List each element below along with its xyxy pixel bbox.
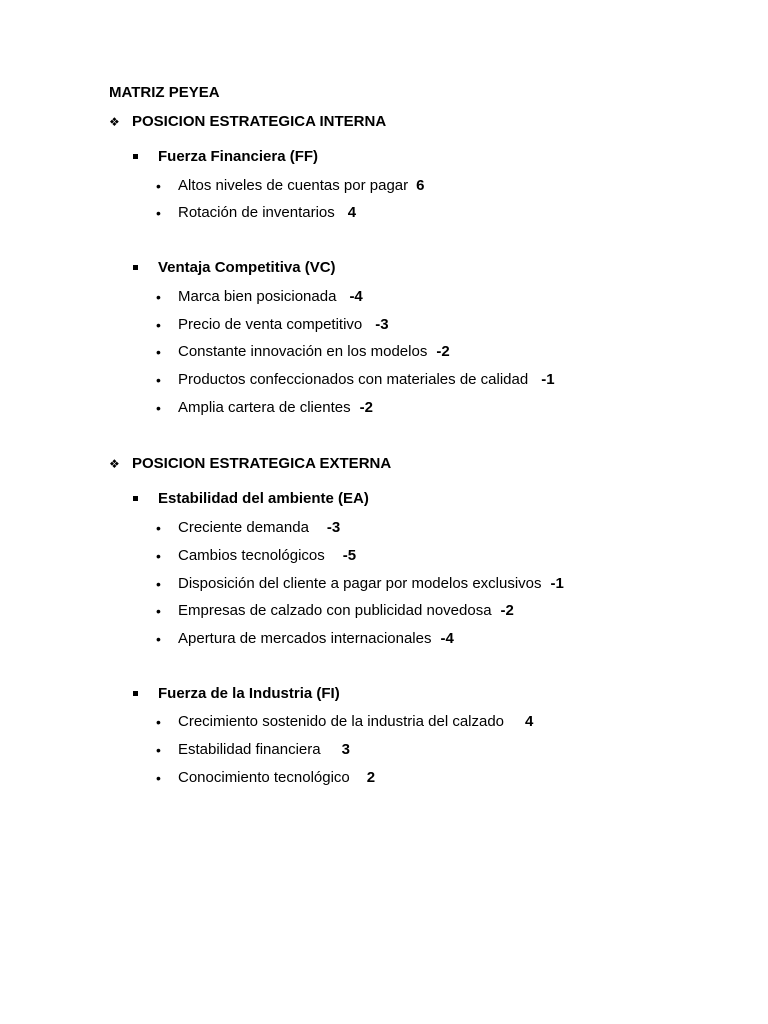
group-label: Fuerza de la Industria (FI) bbox=[158, 685, 340, 702]
item-score: -5 bbox=[342, 547, 357, 564]
item-text: Marca bien posicionada bbox=[178, 288, 337, 305]
item-text: Constante innovación en los modelos bbox=[178, 343, 428, 360]
item-score: 4 bbox=[347, 204, 357, 221]
bullet-icon: • bbox=[156, 343, 161, 360]
list-item bbox=[156, 547, 356, 564]
group-heading-ff bbox=[131, 148, 318, 165]
section-heading-externa bbox=[109, 455, 391, 472]
list-item bbox=[156, 204, 356, 221]
item-text: Conocimiento tecnológico bbox=[178, 769, 350, 786]
item-text: Productos confeccionados con materiales de calidad bbox=[178, 371, 529, 388]
bullet-icon: • bbox=[156, 547, 161, 564]
list-item bbox=[156, 602, 514, 619]
list-item bbox=[156, 399, 373, 416]
square-bullet-icon bbox=[133, 496, 138, 501]
item-text: Apertura de mercados internacionales bbox=[178, 630, 432, 647]
square-bullet-icon bbox=[133, 154, 138, 159]
item-score: -4 bbox=[349, 288, 363, 305]
list-item bbox=[156, 371, 555, 388]
list-item bbox=[156, 741, 350, 758]
item-text: Disposición del cliente a pagar por modelos exclusivos bbox=[178, 575, 542, 592]
group-heading-ea bbox=[131, 490, 369, 507]
list-item bbox=[156, 575, 564, 592]
list-item bbox=[156, 519, 340, 536]
item-text: Estabilidad financiera bbox=[178, 741, 321, 758]
group-label: Ventaja Competitiva (VC) bbox=[158, 259, 336, 276]
list-item bbox=[156, 177, 425, 194]
bullet-icon: • bbox=[156, 769, 161, 786]
page-title: MATRIZ PEYEA bbox=[109, 84, 220, 101]
square-bullet-icon bbox=[133, 691, 138, 696]
group-heading-vc bbox=[131, 259, 336, 276]
item-text: Amplia cartera de clientes bbox=[178, 399, 351, 416]
item-score: -2 bbox=[500, 602, 514, 619]
item-score: -2 bbox=[436, 343, 450, 360]
list-item bbox=[156, 288, 363, 305]
item-text: Cambios tecnológicos bbox=[178, 547, 325, 564]
section-label: POSICION ESTRATEGICA EXTERNA bbox=[132, 455, 392, 472]
item-score: -2 bbox=[359, 399, 373, 416]
bullet-icon: • bbox=[156, 519, 161, 536]
bullet-icon: • bbox=[156, 575, 161, 592]
group-label: Estabilidad del ambiente (EA) bbox=[158, 490, 369, 507]
item-score: 2 bbox=[366, 769, 376, 786]
section-heading-interna bbox=[109, 113, 386, 130]
bullet-icon: • bbox=[156, 399, 161, 416]
section-label: POSICION ESTRATEGICA INTERNA bbox=[132, 113, 387, 130]
diamond-bullet-icon: ❖ bbox=[109, 456, 120, 471]
bullet-icon: • bbox=[156, 630, 161, 647]
list-item bbox=[156, 713, 533, 730]
item-text: Altos niveles de cuentas por pagar bbox=[178, 177, 409, 194]
bullet-icon: • bbox=[156, 177, 161, 194]
list-item bbox=[156, 316, 389, 333]
item-text: Crecimiento sostenido de la industria del calzado bbox=[178, 713, 505, 730]
bullet-icon: • bbox=[156, 288, 161, 305]
item-text: Creciente demanda bbox=[178, 519, 309, 536]
item-score: 4 bbox=[525, 713, 534, 730]
bullet-icon: • bbox=[156, 204, 161, 221]
bullet-icon: • bbox=[156, 371, 161, 388]
bullet-icon: • bbox=[156, 713, 161, 730]
group-heading-fi bbox=[131, 685, 340, 702]
item-score: -1 bbox=[541, 371, 555, 388]
group-label: Fuerza Financiera (FF) bbox=[158, 148, 319, 165]
bullet-icon: • bbox=[156, 602, 161, 619]
bullet-icon: • bbox=[156, 316, 161, 333]
item-text: Empresas de calzado con publicidad novedosa bbox=[178, 602, 492, 619]
item-text: Precio de venta competitivo bbox=[178, 316, 363, 333]
item-score: 6 bbox=[416, 177, 425, 194]
item-score: -3 bbox=[375, 316, 389, 333]
list-item bbox=[156, 343, 450, 360]
list-item bbox=[156, 769, 375, 786]
diamond-bullet-icon: ❖ bbox=[109, 114, 120, 129]
list-item bbox=[156, 630, 454, 647]
item-score: -3 bbox=[326, 519, 341, 536]
item-score: -1 bbox=[550, 575, 564, 592]
item-text: Rotación de inventarios bbox=[178, 204, 335, 221]
item-score: 3 bbox=[341, 741, 350, 758]
bullet-icon: • bbox=[156, 741, 161, 758]
square-bullet-icon bbox=[133, 265, 138, 270]
item-score: -4 bbox=[440, 630, 454, 647]
